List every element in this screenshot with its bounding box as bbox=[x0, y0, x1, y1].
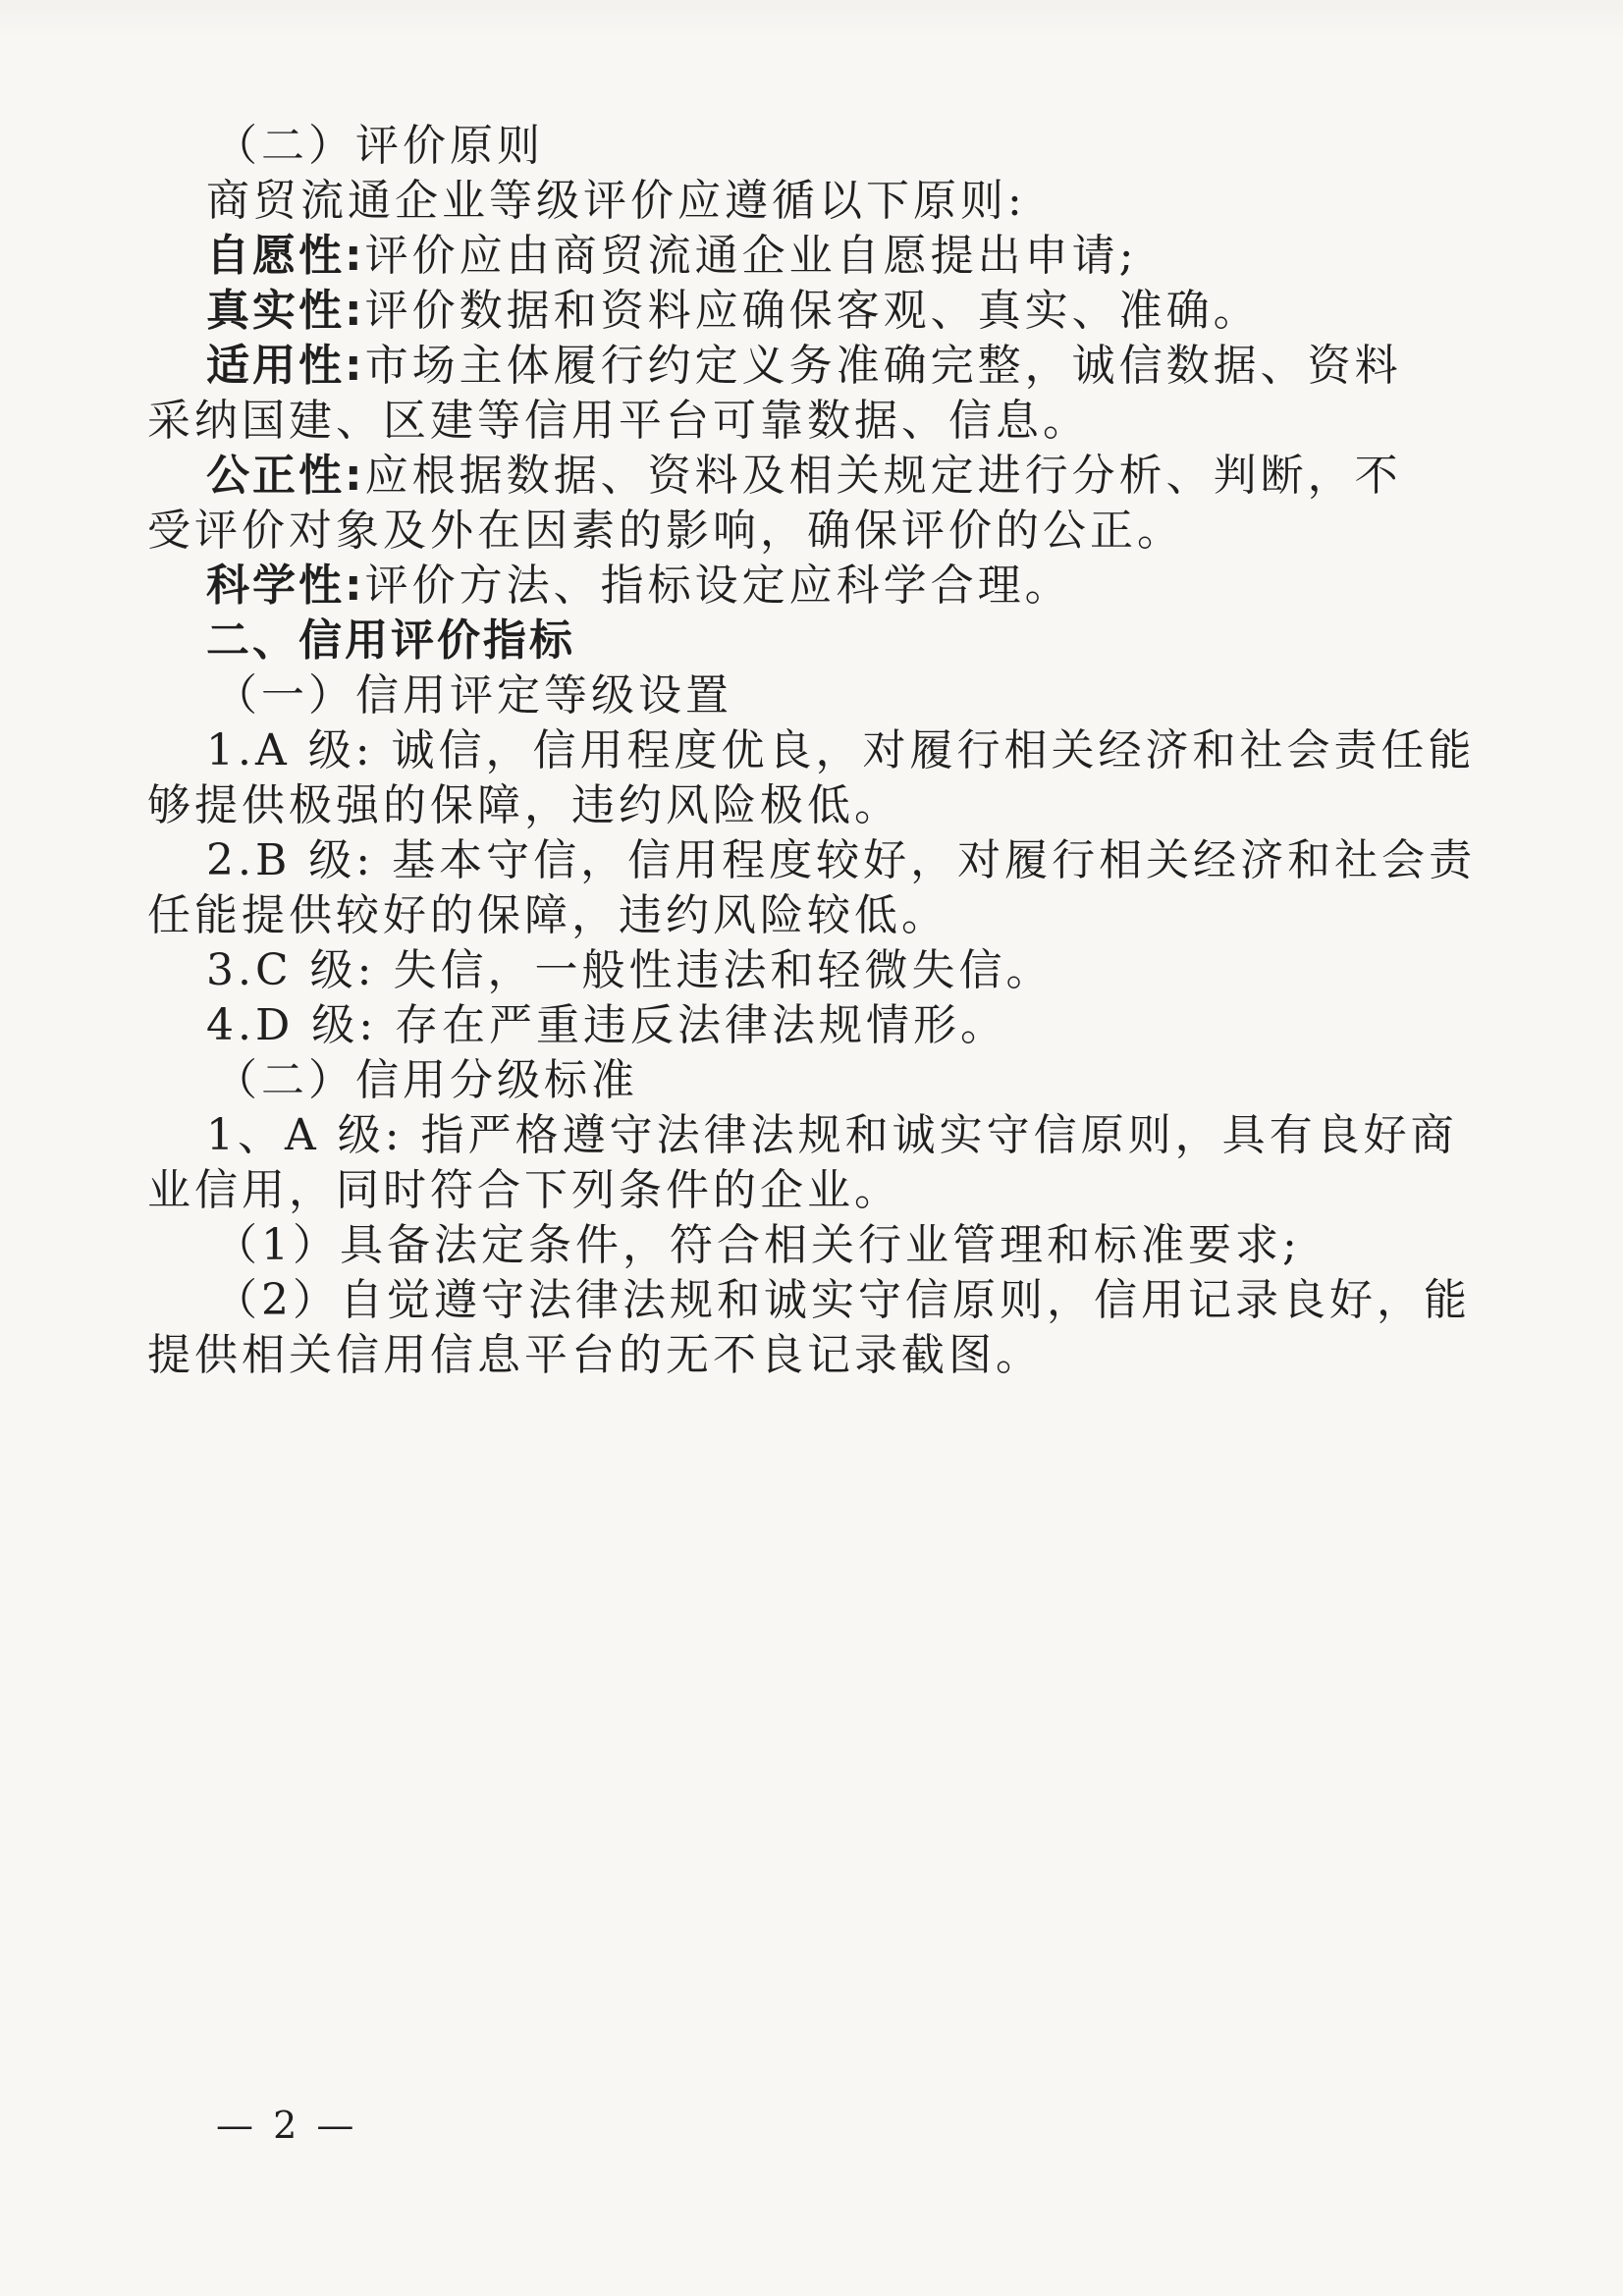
principles-intro: 商贸流通企业等级评价应遵循以下原则: bbox=[206, 176, 1026, 226]
grade-level-a-cont: 够提供极强的保障，违约风险极低。 bbox=[147, 780, 901, 830]
principle-item bbox=[206, 558, 1072, 614]
condition-item: （1）具备法定条件，符合相关行业管理和标准要求; bbox=[214, 1220, 1301, 1270]
standard-a: 1、A 级: 指严格遵守法律法规和诚实守信原则，具有良好商 bbox=[206, 1110, 1458, 1160]
grade-level-d: 4.D 级: 存在严重违反法律法规情形。 bbox=[206, 1000, 1008, 1050]
grade-level-b-cont: 任能提供较好的保障，违约风险较低。 bbox=[147, 890, 948, 940]
principle-continuation: 受评价对象及外在因素的影响，确保评价的公正。 bbox=[147, 506, 1184, 556]
principle-text: 评价数据和资料应确保客观、真实、准确。 bbox=[364, 286, 1261, 336]
grade-level-a: 1.A 级: 诚信，信用程度优良，对履行相关经济和社会责任能 bbox=[206, 725, 1476, 775]
grade-standard-heading: （二）信用分级标准 bbox=[214, 1055, 638, 1105]
grade-setting-heading: （一）信用评定等级设置 bbox=[214, 670, 732, 721]
grade-level-b: 2.B 级: 基本守信，信用程度较好，对履行相关经济和社会责 bbox=[206, 835, 1477, 885]
principle-term: 自愿性: bbox=[206, 231, 365, 281]
indicators-heading: 二、信用评价指标 bbox=[206, 615, 575, 666]
principle-item bbox=[206, 448, 1402, 505]
principle-term: 公正性: bbox=[206, 451, 365, 501]
principle-text: 应根据数据、资料及相关规定进行分析、判断，不 bbox=[364, 451, 1402, 501]
condition-item: （2）自觉遵守法律法规和诚实守信原则，信用记录良好，能 bbox=[214, 1275, 1471, 1325]
principle-text: 市场主体履行约定义务准确完整，诚信数据、资料 bbox=[364, 341, 1402, 391]
principle-text: 评价方法、指标设定应科学合理。 bbox=[364, 561, 1072, 611]
standard-a-cont: 业信用，同时符合下列条件的企业。 bbox=[147, 1165, 901, 1215]
principle-continuation: 采纳国建、区建等信用平台可靠数据、信息。 bbox=[147, 396, 1090, 446]
principle-item bbox=[206, 228, 1137, 285]
principles-heading: （二）评价原则 bbox=[214, 121, 544, 171]
principle-item bbox=[206, 283, 1261, 340]
condition-item-cont: 提供相关信用信息平台的无不良记录截图。 bbox=[147, 1330, 1043, 1380]
page-number: — 2 — bbox=[216, 2104, 358, 2147]
principle-term: 科学性: bbox=[206, 561, 365, 611]
principle-term: 适用性: bbox=[206, 341, 365, 391]
principle-text: 评价应由商贸流通企业自愿提出申请; bbox=[364, 231, 1138, 281]
principle-item bbox=[206, 338, 1402, 395]
grade-level-c: 3.C 级: 失信，一般性违法和轻微失信。 bbox=[206, 945, 1054, 995]
principle-term: 真实性: bbox=[206, 286, 365, 336]
